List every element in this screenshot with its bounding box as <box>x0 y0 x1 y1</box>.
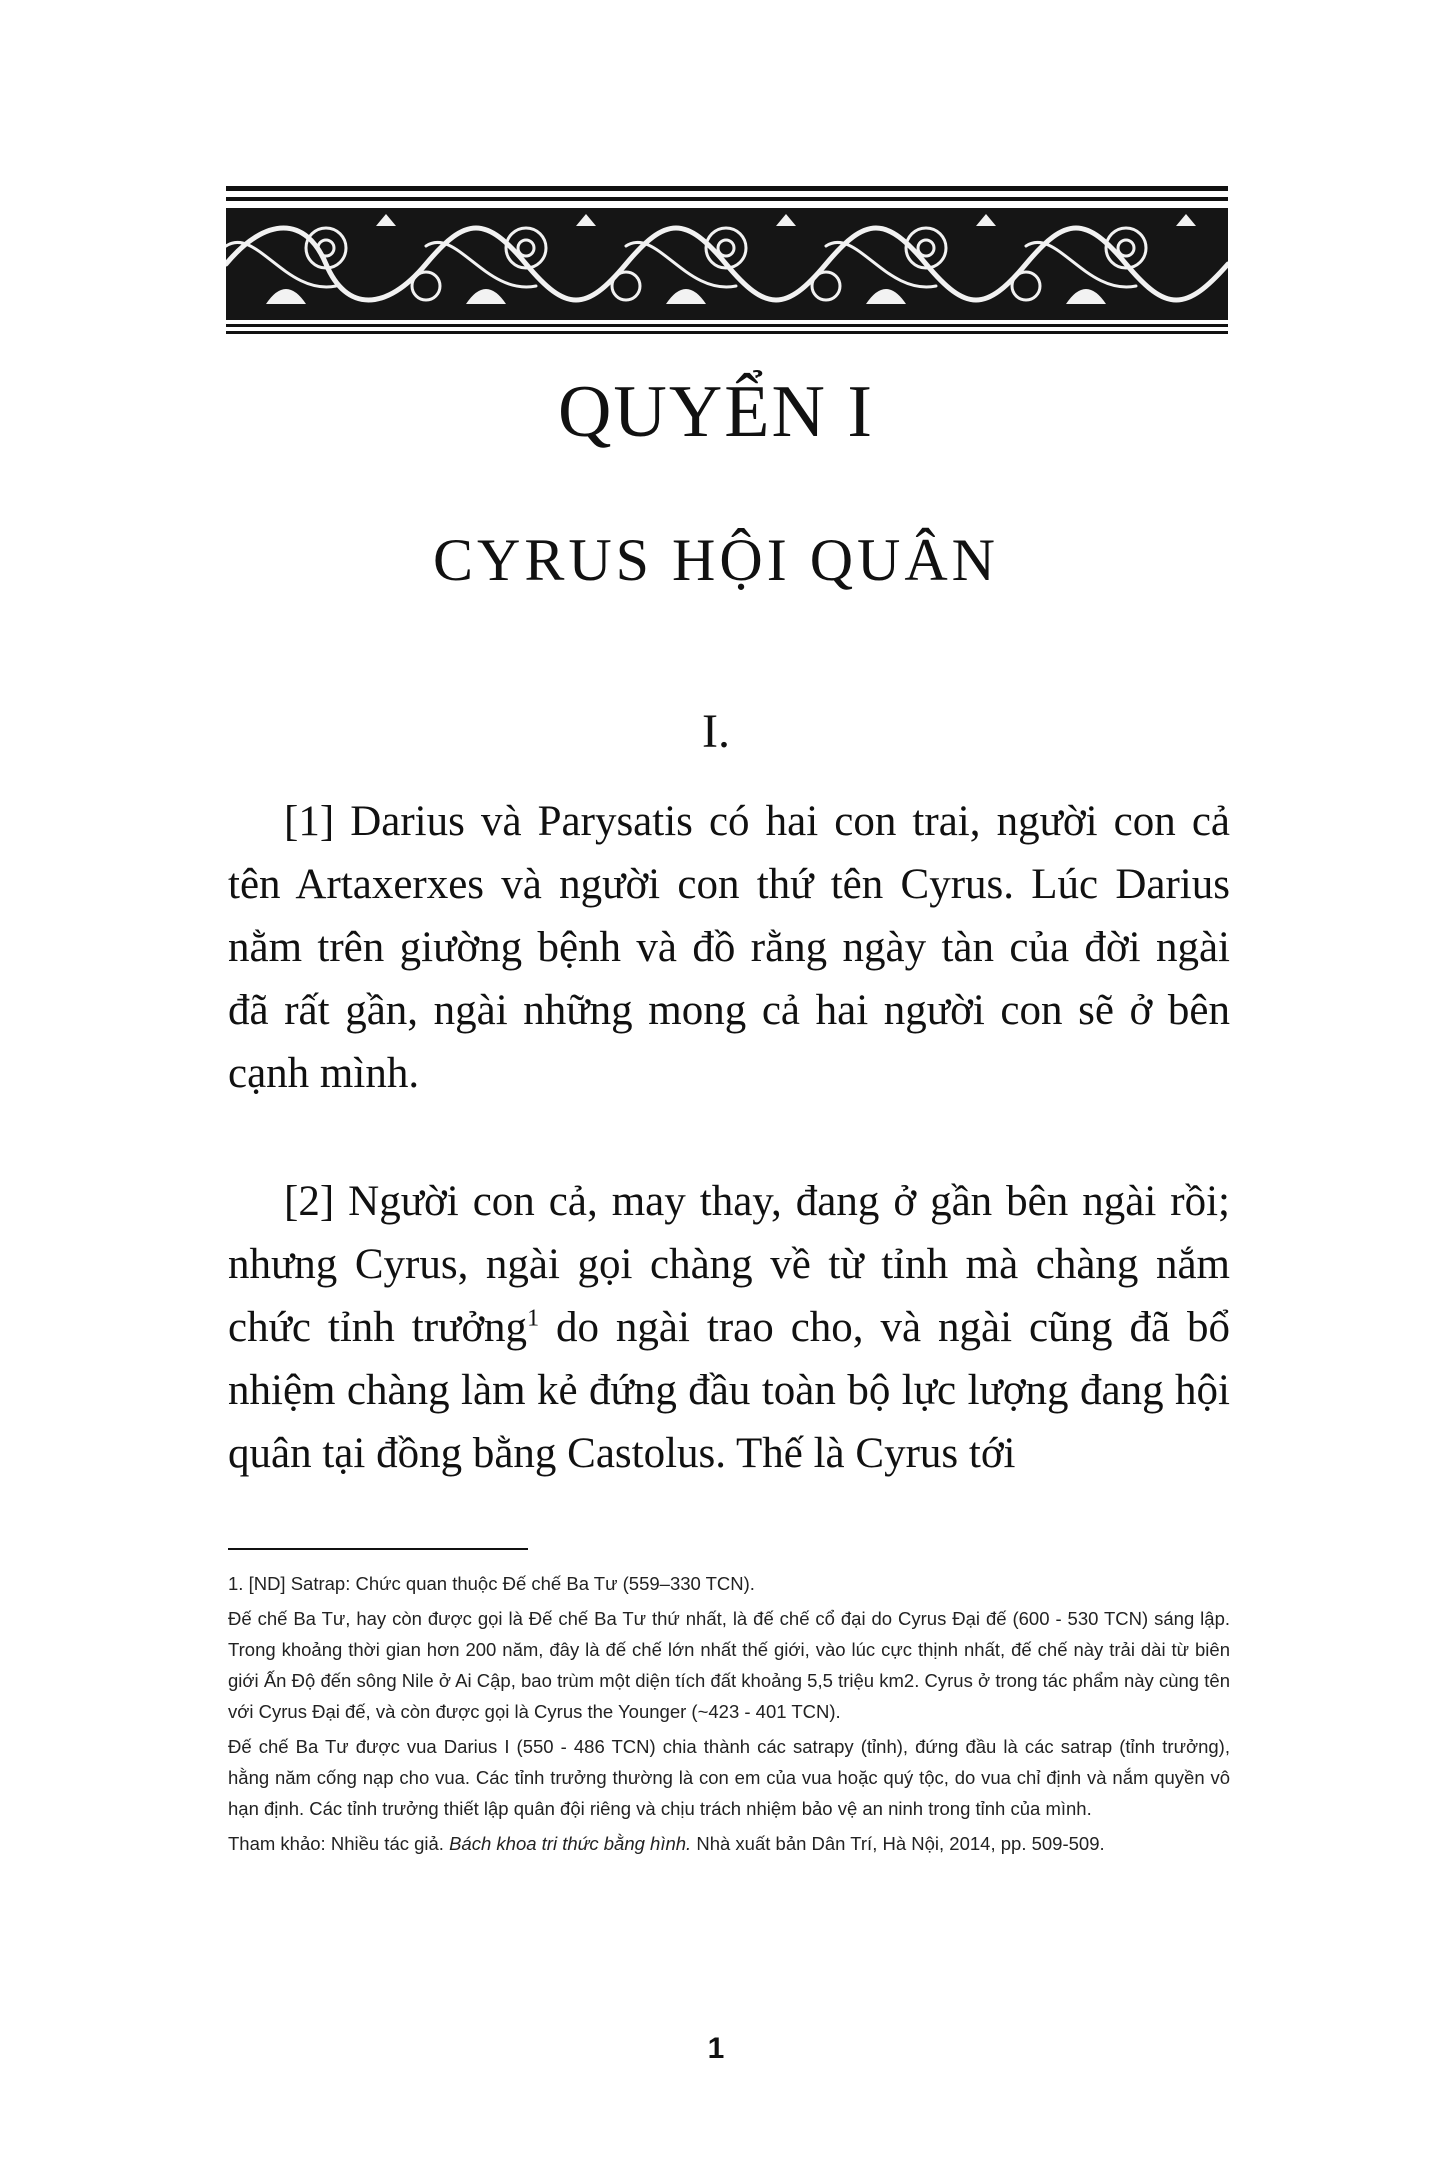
section-number: I. <box>702 705 730 758</box>
footnote-1: 1. [ND] Satrap: Chức quan thuộc Đế chế Ba Tư (559–330 TCN). <box>228 1573 755 1594</box>
footnote-3: Đế chế Ba Tư được vua Darius I (550 - 486 TCN) chia thành các satrapy (tỉnh), đứng đầu là các satrap (tỉnh trưởng), hằng năm cống nạp cho vua. Các tỉnh trưởng thường là con em của vua hoặc quý tộc, do vua chỉ định và nắm quyền vô hạn định. Các tỉnh trưởng thiết lập quân đội riêng và chịu trách nhiệm bảo vệ an ninh trong tỉnh của mình. <box>228 1736 1230 1819</box>
footnote-2: Đế chế Ba Tư, hay còn được gọi là Đế chế Ba Tư thứ nhất, là đế chế cổ đại do Cyrus Đại đế (600 - 530 TCN) sáng lập. Trong khoảng thời gian hơn 200 năm, đây là đế chế lớn nhất thế giới, vào lúc cực thịnh nhất, đế chế này trải dài từ biên giới Ấn Độ đến sông Nile ở Ai Cập, bao trùm một diện tích đất khoảng 5,5 triệu km2. Cyrus ở trong tác phẩm này cùng tên với Cyrus Đại đế, và còn được gọi là Cyrus the Younger (~423 - 401 TCN). <box>228 1608 1230 1722</box>
reference-label: Tham khảo: <box>228 1833 331 1854</box>
page-number: 1 <box>707 2032 725 2065</box>
footnotes <box>228 1568 1230 1863</box>
paragraph-2-text <box>228 1170 1230 1485</box>
footnote-reference[interactable]: 1 <box>527 1305 540 1332</box>
paragraph-2-part-a: [2] Người con cả, may thay, đang ở gần bên ngài rồi; nhưng Cyrus, ngài gọi chàng về từ tỉnh mà chàng nắm chức tỉnh trưởng <box>228 1178 1230 1351</box>
book-title: QUYỂN I <box>557 371 875 453</box>
reference-authors: Nhiều tác giả. <box>330 1833 450 1854</box>
chapter-title: CYRUS HỘI QUÂN <box>432 527 1000 593</box>
paragraph-2-part-b: do ngài trao cho, và ngài cũng đã bổ nhiệm chàng làm kẻ đứng đầu toàn bộ lực lượng đang hội quân tại đồng bằng Castolus. Thế là Cyrus tới <box>228 1304 1230 1477</box>
reference-title: Bách khoa tri thức bằng hình. <box>449 1833 692 1854</box>
paragraph-2 <box>228 1170 1230 1485</box>
footnote-divider <box>228 1548 528 1550</box>
footnote-reference-line <box>228 1828 1230 1859</box>
paragraph-1-text: [1] Darius và Parysatis có hai con trai, người con cả tên Artaxerxes và người con thứ tên Cyrus. Lúc Darius nằm trên giường bệnh và đồ rằng ngày tàn của đời ngài đã rất gần, ngài những mong cả hai người con sẽ ở bên cạnh mình. <box>228 798 1230 1097</box>
reference-publisher: Nhà xuất bản Dân Trí, Hà Nội, 2014, pp. 509-509. <box>691 1833 1105 1854</box>
ornamental-header-band <box>226 186 1228 334</box>
paragraph-1 <box>228 790 1230 1105</box>
